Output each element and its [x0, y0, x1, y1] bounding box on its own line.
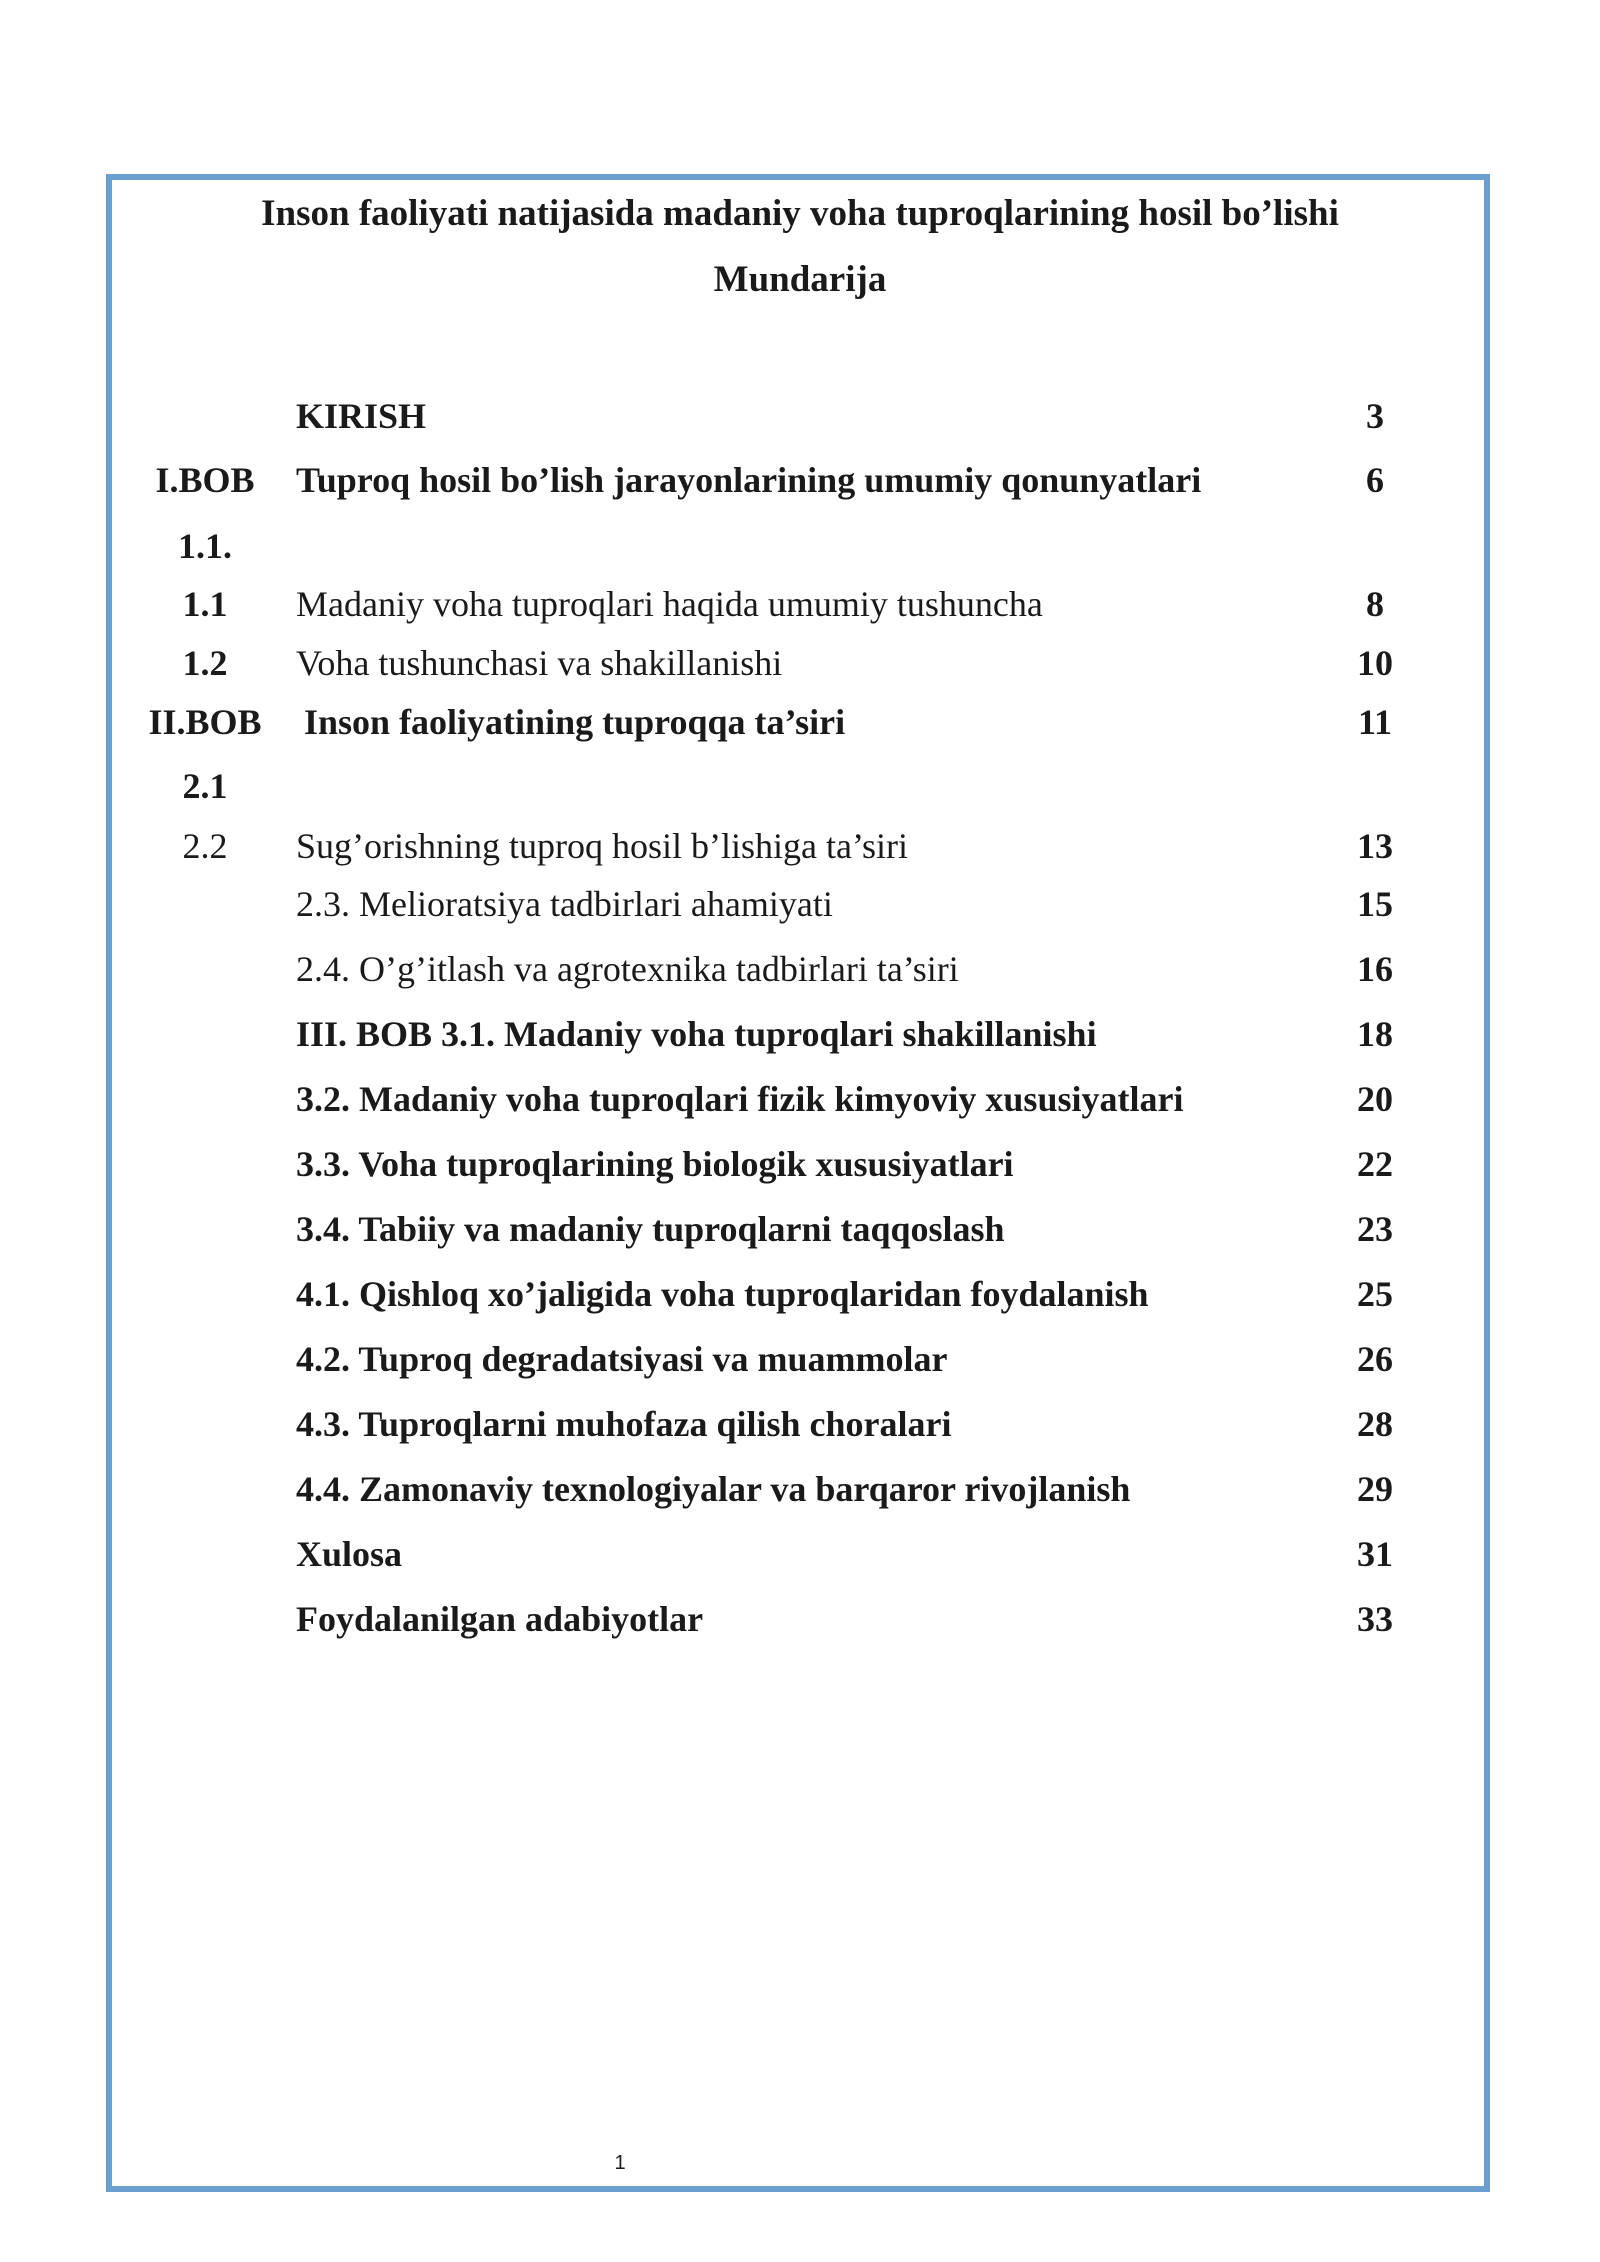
toc-entry-page: 8 [1366, 584, 1384, 624]
toc-entry-label: 2.2 [182, 826, 228, 866]
toc-entry-title: KIRISH [296, 396, 427, 436]
toc-entry [0, 452, 1600, 508]
toc-entry [0, 576, 1600, 632]
toc-entry-page: 13 [1357, 826, 1393, 866]
toc-entry-title: 3.4. Tabiiy va madaniy tuproqlarni taqqoslash [296, 1209, 1005, 1249]
toc-entry-page: 3 [1366, 396, 1384, 436]
toc-entry [0, 941, 1600, 997]
toc-entry-title: III. BOB 3.1. Madaniy voha tuproqlari shakillanishi [296, 1014, 1097, 1054]
toc-entry [0, 1071, 1600, 1127]
document-title: Inson faoliyati natijasida madaniy voha tuproqlarining hosil bo’lishi [261, 193, 1339, 234]
toc-entry-page: 29 [1357, 1469, 1393, 1509]
toc-entry [0, 1331, 1600, 1387]
toc-entry-page: 25 [1357, 1274, 1393, 1314]
toc-entry-title: 4.4. Zamonaviy texnologiyalar va barqaror rivojlanish [296, 1469, 1131, 1509]
toc-entry [0, 1201, 1600, 1257]
toc-entry [0, 1006, 1600, 1062]
toc-entry-title: 4.1. Qishloq xo’jaligida voha tuproqlaridan foydalanish [296, 1274, 1149, 1314]
toc-entry [0, 876, 1600, 932]
toc-entry [0, 818, 1600, 874]
toc-entry-title: Foydalanilgan adabiyotlar [296, 1599, 704, 1639]
toc-entry-title: 4.2. Tuproq degradatsiyasi va muammolar [296, 1339, 948, 1379]
toc-entry-page: 23 [1357, 1209, 1393, 1249]
toc-entry-title: Madaniy voha tuproqlari haqida umumiy tushuncha [296, 584, 1043, 624]
toc-entry-title: Tuproq hosil bo’lish jarayonlarining umumiy qonunyatlari [296, 460, 1202, 500]
toc-entry [0, 694, 1600, 750]
toc-entry-page: 10 [1357, 643, 1393, 683]
toc-entry-label: I.BOB [155, 460, 255, 500]
toc-entry-label: II.BOB [148, 702, 262, 742]
toc-entry-title: 3.2. Madaniy voha tuproqlari fizik kimyoviy xususiyatlari [296, 1079, 1184, 1119]
toc-entry [0, 1266, 1600, 1322]
toc-entry-page: 18 [1357, 1014, 1393, 1054]
toc-entry-page: 28 [1357, 1404, 1393, 1444]
toc-heading: Mundarija [713, 259, 887, 300]
toc-entry-page: 15 [1357, 884, 1393, 924]
toc-entry [0, 1136, 1600, 1192]
toc-entry-page: 20 [1357, 1079, 1393, 1119]
toc-entry [0, 1591, 1600, 1647]
toc-entry-page: 16 [1357, 949, 1393, 989]
toc-entry-label: 1.1 [182, 584, 228, 624]
toc-entry [0, 1461, 1600, 1517]
toc-entry-page: 6 [1366, 460, 1384, 500]
toc-entry [0, 635, 1600, 691]
toc-entry-title: 3.3. Voha tuproqlarining biologik xususiyatlari [296, 1144, 1014, 1184]
toc-entry [0, 758, 1600, 814]
toc-entry-page: 33 [1357, 1599, 1393, 1639]
toc-entry-title: Xulosa [296, 1534, 403, 1574]
toc-entry-page: 31 [1357, 1534, 1393, 1574]
toc-entry-title: 4.3. Tuproqlarni muhofaza qilish choralari [296, 1404, 952, 1444]
toc-entry-title: Sug’orishning tuproq hosil b’lishiga ta’siri [296, 826, 908, 866]
toc-entry-label: 1.1. [178, 526, 232, 566]
toc-entry-title: Inson faoliyatining tuproqqa ta’siri [304, 702, 846, 742]
toc-entry-page: 26 [1357, 1339, 1393, 1379]
toc-entry-label: 1.2 [182, 643, 228, 683]
toc-entry-title: 2.3. Melioratsiya tadbirlari ahamiyati [296, 884, 833, 924]
toc-entry-title: 2.4. O’g’itlash va agrotexnika tadbirlari ta’siri [296, 949, 959, 989]
toc-entry [0, 1396, 1600, 1452]
toc-entry-title: Voha tushunchasi va shakillanishi [296, 643, 783, 683]
toc-entry-label: 2.1 [182, 766, 228, 806]
page-number: 1 [614, 2152, 626, 2174]
toc-entry-page: 22 [1357, 1144, 1393, 1184]
toc-entry [0, 388, 1600, 444]
toc-entry [0, 518, 1600, 574]
toc-entry-page: 11 [1357, 702, 1392, 742]
toc-entry [0, 1526, 1600, 1582]
